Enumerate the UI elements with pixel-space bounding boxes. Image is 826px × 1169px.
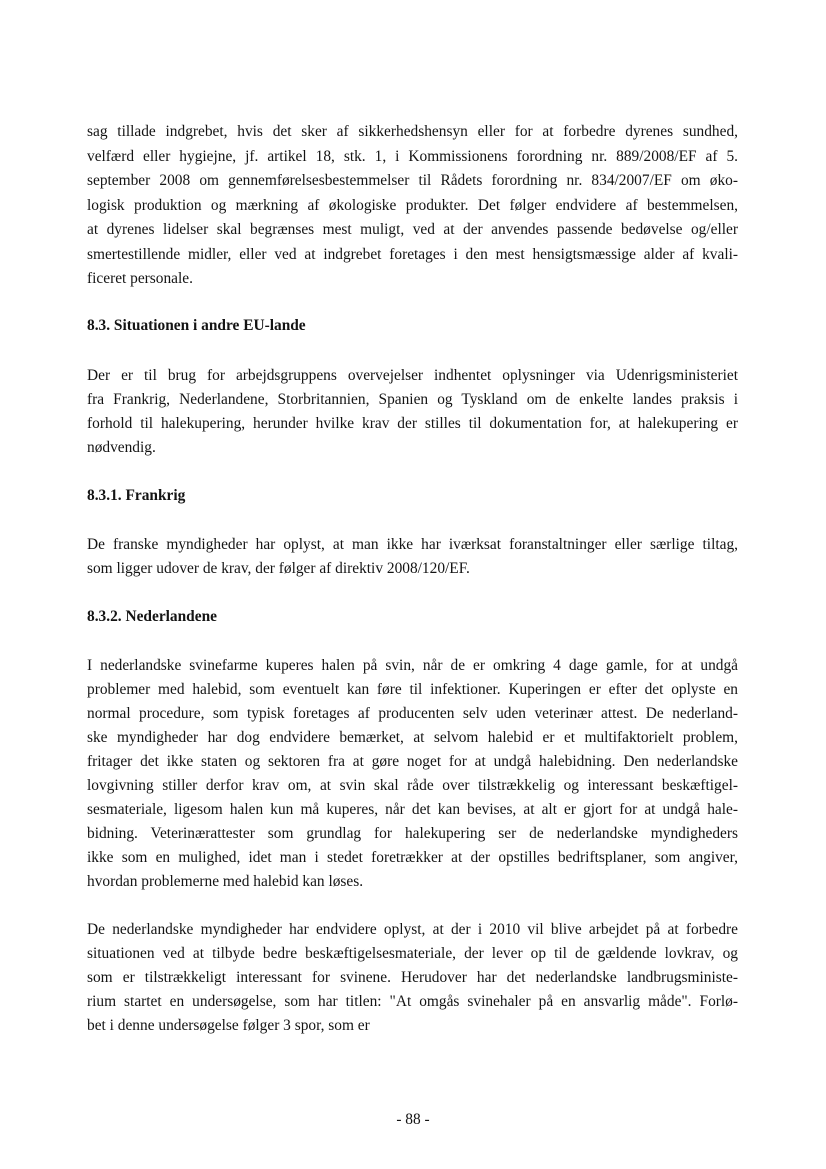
text-line: problemer med halebid, som eventuelt kan føre til infektioner. Kuperingen er efter det oplyste en — [87, 681, 738, 698]
text-line: De franske myndigheder har oplyst, at man ikke har iværksat foranstaltninger eller særlige tiltag, — [87, 536, 738, 553]
text-line: som ligger udover de krav, der følger af direktiv 2008/120/EF. — [87, 560, 470, 577]
text-line: situationen ved at tilbyde bedre beskæftigelsesmateriale, der lever op til de gældende lovkrav, og — [87, 945, 738, 962]
text-line: at dyrenes lidelser skal begrænses mest muligt, ved at der anvendes passende bedøvelse og/eller — [87, 221, 738, 238]
text-line: september 2008 om gennemførelsesbestemmelser til Rådets forordning nr. 834/2007/EF om øko- — [87, 172, 738, 189]
section-heading-8-3-1: 8.3.1. Frankrig — [87, 487, 186, 504]
text-line: nødvendig. — [87, 439, 156, 456]
text-line: Der er til brug for arbejdsgruppens overvejelser indhentet oplysninger via Udenrigsministeriet — [87, 367, 738, 384]
text-line: sesmateriale, ligesom halen kun må kuperes, når det kan bevises, at alt er gjort for at undgå hale- — [87, 801, 738, 818]
text-line: fra Frankrig, Nederlandene, Storbritannien, Spanien og Tyskland om de enkelte landes praksis i — [87, 391, 738, 408]
section-heading-8-3: 8.3. Situationen i andre EU-lande — [87, 317, 306, 334]
text-line: lovgivning stiller derfor krav om, at svin skal råde over tilstrækkelig og interessant beskæftigel- — [87, 777, 738, 794]
text-line: fritager det ikke staten og sektoren fra at gøre noget for at undgå halebidning. Den nederlandske — [87, 753, 738, 770]
text-line: bidning. Veterinærattester som grundlag for halekupering ser de nederlandske myndigheders — [87, 825, 738, 842]
text-line: normal procedure, som typisk foretages af producenten selv uden veterinær attest. De nederland- — [87, 705, 738, 722]
text-line: ikke som en mulighed, idet man i stedet foretrækker at der opstilles bedriftsplaner, som angiver, — [87, 849, 738, 866]
text-line: forhold til halekupering, herunder hvilke krav der stilles til dokumentation for, at halekupering er — [87, 415, 738, 432]
text-line: I nederlandske svinefarme kuperes halen på svin, når de er omkring 4 dage gamle, for at undgå — [87, 657, 738, 674]
text-line: logisk produktion og mærkning af økologiske produkter. Det følger endvidere af bestemmelsen, — [87, 197, 738, 214]
text-line: ficeret personale. — [87, 270, 193, 287]
section-heading-8-3-2: 8.3.2. Nederlandene — [87, 608, 217, 625]
text-line: sag tillade indgrebet, hvis det sker af sikkerhedshensyn eller for at forbedre dyrenes sundhed, — [87, 123, 738, 140]
page-number: - 88 - — [396, 1111, 430, 1128]
text-line: velfærd eller hygiejne, jf. artikel 18, stk. 1, i Kommissionens forordning nr. 889/2008/EF af 5. — [87, 148, 738, 165]
text-line: hvordan problemerne med halebid kan løses. — [87, 873, 364, 890]
text-line: smertestillende midler, eller ved at indgrebet foretages i den mest hensigtsmæssige alder af kvali- — [87, 246, 738, 263]
text-line: rium startet en undersøgelse, som har titlen: "At omgås svinehaler på en ansvarlig måde". Forlø- — [87, 993, 738, 1010]
text-line: De nederlandske myndigheder har endvidere oplyst, at der i 2010 vil blive arbejdet på at forbedre — [87, 921, 738, 938]
text-line: som er tilstrækkeligt interessant for svinene. Herudover har det nederlandske landbrugsministe- — [87, 969, 738, 986]
text-line: bet i denne undersøgelse følger 3 spor, som er — [87, 1017, 370, 1034]
text-line: ske myndigheder har dog endvidere bemærket, at selvom halebid er et multifaktorielt problem, — [87, 729, 738, 746]
